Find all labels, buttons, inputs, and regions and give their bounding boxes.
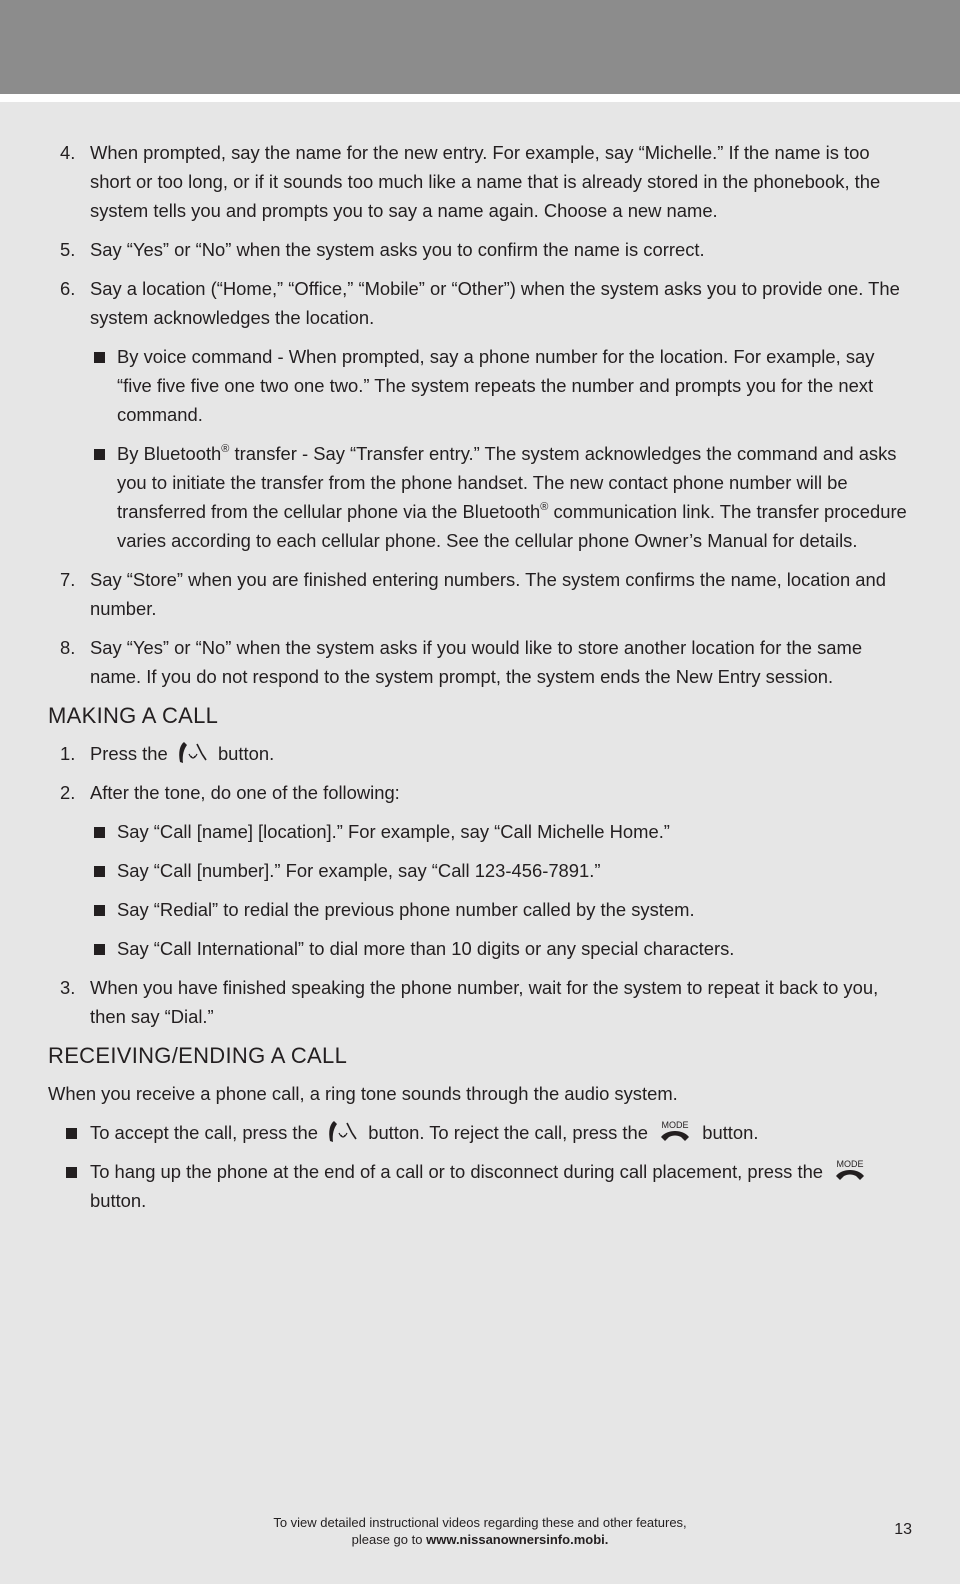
bullet-text: To hang up the phone at the end of a call or to disconnect during call placement, press the: [90, 1161, 824, 1182]
bullet-voice-command: [0, 342, 960, 429]
bullet-text: button.: [702, 1122, 759, 1143]
phone-hangup-mode-icon: [655, 1119, 695, 1145]
bullet-text-part: By Bluetooth: [117, 443, 222, 464]
call-bullet-name: [0, 817, 960, 846]
footer-line-2: [0, 1531, 960, 1548]
heading-receiving-ending-a-call: RECEIVING/ENDING A CALL: [48, 1043, 348, 1068]
bullet-square-icon: [94, 944, 105, 955]
bullet-text: Say “Redial” to redial the previous phone number called by the system.: [117, 899, 695, 920]
mode-label: MODE: [836, 1159, 864, 1169]
receiving-bullet-hang-up: [0, 1157, 960, 1215]
page-number: 13: [894, 1521, 912, 1538]
bullet-square-icon: [94, 905, 105, 916]
bullet-text: button.: [90, 1190, 147, 1211]
step-text: Say “Store” when you are finished entering numbers. The system confirms the name, location and number.: [90, 569, 886, 619]
bullet-square-icon: [94, 449, 105, 460]
call-bullet-redial: [0, 895, 960, 924]
footer-line-1: To view detailed instructional videos regarding these and other features,: [273, 1515, 687, 1530]
step-text: Say “Yes” or “No” when the system asks you to confirm the name is correct.: [90, 239, 705, 260]
footer-url-link[interactable]: www.nissanownersinfo.mobi.: [426, 1532, 609, 1547]
bullet-bluetooth-transfer: [0, 439, 960, 555]
bullet-text: Say “Call [number].” For example, say “Call 123-456-7891.”: [117, 860, 601, 881]
step-text: When you have finished speaking the phone number, wait for the system to repeat it back to you, then say “Dial.”: [90, 977, 879, 1027]
header-rule: [0, 94, 960, 102]
step-8: [0, 633, 960, 691]
bullet-text-part: transfer - Say “Transfer entry.” The system acknowledges the command and asks you to initiate the transfer from the phone handset. The new contact phone number will be transferred from the cellular phone via the Bluetooth: [117, 443, 897, 522]
receiving-intro: When you receive a phone call, a ring tone sounds through the audio system.: [48, 1083, 678, 1104]
registered-mark: ®: [540, 500, 549, 513]
step-4: [0, 138, 960, 225]
step-number: 3.: [60, 977, 76, 998]
phone-hangup-mode-icon: [830, 1158, 870, 1184]
step-number: 1.: [60, 743, 76, 764]
bullet-text: To accept the call, press the: [90, 1122, 318, 1143]
step-number: 8.: [60, 637, 76, 658]
step-7: [0, 565, 960, 623]
step-5: [0, 235, 960, 264]
footer-text: please go to: [351, 1532, 427, 1547]
step-text: When prompted, say the name for the new entry. For example, say “Michelle.” If the name is too short or too long, or if it sounds too much like a name that is already stored in the phonebook, the system tells you and prompts you to say a name again. Choose a new name.: [90, 142, 881, 221]
mode-label: MODE: [661, 1120, 689, 1130]
footer: [0, 1514, 960, 1548]
step-text: button.: [217, 743, 275, 764]
bullet-square-icon: [94, 866, 105, 877]
step-text: After the tone, do one of the following:: [90, 782, 400, 803]
bullet-text-part: communication link. The transfer procedure varies according to each cellular phone. See the cellular phone Owner’s Manual for details.: [117, 501, 907, 551]
call-bullet-number: [0, 856, 960, 885]
step-number: 2.: [60, 782, 76, 803]
step-6: [0, 274, 960, 332]
page-content: [0, 138, 960, 1225]
call-step-1: [0, 739, 960, 768]
phone-talk-icon: [325, 1119, 361, 1145]
heading-making-a-call: MAKING A CALL: [48, 703, 219, 728]
bullet-square-icon: [66, 1128, 77, 1139]
step-number: 6.: [60, 278, 76, 299]
step-number: 5.: [60, 239, 76, 260]
bullet-text: button. To reject the call, press the: [368, 1122, 648, 1143]
step-text: Say a location (“Home,” “Office,” “Mobile” or “Other”) when the system asks you to provide one. The system acknowledges the location.: [90, 278, 900, 328]
call-bullet-international: [0, 934, 960, 963]
bullet-text: Say “Call International” to dial more than 10 digits or any special characters.: [117, 938, 735, 959]
bullet-text: Say “Call [name] [location].” For example, say “Call Michelle Home.”: [117, 821, 670, 842]
step-number: 4.: [60, 142, 76, 163]
bullet-square-icon: [94, 827, 105, 838]
step-text: Say “Yes” or “No” when the system asks if you would like to store another location for the same name. If you do not respond to the system prompt, the system ends the New Entry session.: [90, 637, 863, 687]
bullet-square-icon: [94, 352, 105, 363]
receiving-bullet-accept-reject: [0, 1118, 960, 1147]
phone-talk-icon: [175, 740, 211, 766]
bullet-square-icon: [66, 1167, 77, 1178]
bullet-text: By voice command - When prompted, say a phone number for the location. For example, say “five five five one two one two.” The system repeats the number and prompts you for the next command.: [117, 346, 875, 425]
call-step-2: [0, 778, 960, 807]
registered-mark: ®: [221, 442, 230, 455]
header-band: [0, 0, 960, 94]
step-number: 7.: [60, 569, 76, 590]
step-text: Press the: [90, 743, 168, 764]
call-step-3: [0, 973, 960, 1031]
